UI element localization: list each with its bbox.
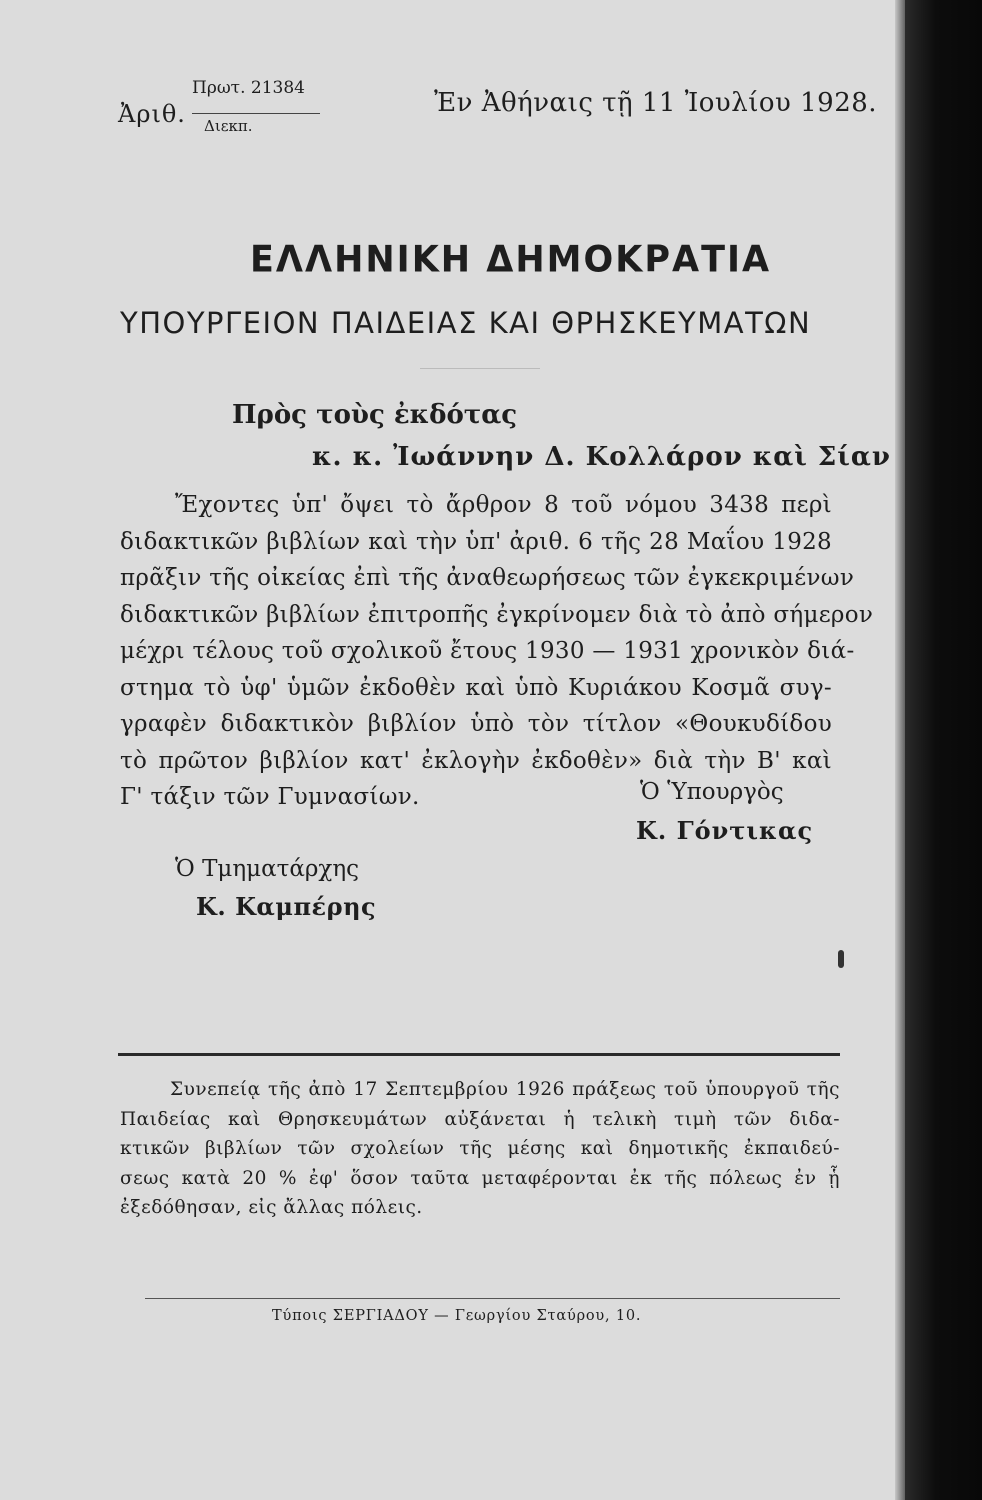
body-line: γραφὲν διδακτικὸν βιβλίον ὑπὸ τὸν τίτλον «Θουκυδίδου — [120, 711, 832, 737]
footnote-line: σεως κατὰ 20 % ἐφ' ὅσον ταῦτα μεταφέρονται ἐκ τῆς πόλεως ἐν ᾗ — [120, 1167, 840, 1189]
ministry-title: ΥΠΟΥΡΓΕΙΟΝ ΠΑΙΔΕΙΑΣ ΚΑΙ ΘΡΗΣΚΕΥΜΑΤΩΝ — [120, 306, 812, 340]
body-line: πρᾶξιν τῆς οἰκείας ἐπὶ τῆς ἀναθεωρήσεως τῶν ἐγκεκριμένων — [120, 565, 855, 591]
footnote-divider — [118, 1053, 840, 1056]
body-line: στημα τὸ ὑφ' ὑμῶν ἐκδοθὲν καὶ ὑπὸ Κυριάκου Κοσμᾶ συγ- — [120, 674, 832, 701]
body-line: Γ' τάξιν τῶν Γυμνασίων. — [120, 784, 420, 810]
ink-mark — [838, 950, 844, 968]
printer-imprint: Τύποις ΣΕΡΓΙΑΔΟΥ — Γεωργίου Σταύρου, 10. — [272, 1308, 642, 1324]
section-chief-title: Ὁ Τμηματάρχης — [175, 856, 359, 882]
body-line: τὸ πρῶτον βιβλίον κατ' ἐκλογὴν ἐκδοθὲν» διὰ τὴν Β' καὶ — [120, 747, 832, 774]
date-line: Ἐν Ἀθήναις τῇ 11 Ἰουλίου 1928. — [434, 88, 878, 118]
reference-label: Ἀριθ. — [118, 100, 186, 128]
minister-name: Κ. Γόντικας — [636, 816, 814, 845]
protocol-number: Πρωτ. 21384 — [192, 78, 305, 98]
footnote-line: κτικῶν βιβλίων τῶν σχολείων τῆς μέσης καὶ δημοτικῆς ἐκπαιδεύ- — [120, 1138, 840, 1159]
footnote-line: ἐξεδόθησαν, εἰς ἄλλας πόλεις. — [120, 1197, 423, 1218]
footnote-line: Παιδείας καὶ Θρησκευμάτων αὐξάνεται ἡ τελικὴ τιμὴ τῶν διδα- — [120, 1108, 840, 1130]
dispatch-label: Διεκπ. — [204, 117, 253, 135]
republic-title: ΕΛΛΗΝΙΚΗ ΔΗΜΟΚΡΑΤΙΑ — [250, 239, 772, 281]
printer-divider — [145, 1298, 840, 1299]
addressee-line-1: Πρὸς τοὺς ἐκδότας — [232, 400, 518, 430]
body-line: διδακτικῶν βιβλίων ἐπιτροπῆς ἐγκρίνομεν διὰ τὸ ἀπὸ σήμερον — [120, 601, 874, 628]
body-line: Ἔχοντες ὑπ' ὄψει τὸ ἄρθρον 8 τοῦ νόμου 3438 περὶ — [175, 492, 832, 518]
scan-background — [905, 0, 982, 1500]
body-line: μέχρι τέλους τοῦ σχολικοῦ ἔτους 1930 — 1931 χρονικὸν διά- — [120, 638, 855, 664]
body-line: διδακτικῶν βιβλίων καὶ τὴν ὑπ' ἀριθ. 6 τῆς 28 Μαΐου 1928 — [120, 528, 832, 555]
letter-body — [120, 487, 874, 816]
footnote — [120, 1075, 840, 1223]
addressee-line-2: κ. κ. Ἰωάννην Δ. Κολλάρον καὶ Σίαν — [312, 442, 891, 472]
reference-rule — [192, 113, 320, 114]
minister-title: Ὁ Ὑπουργὸς — [640, 779, 784, 805]
title-divider — [420, 368, 540, 369]
section-chief-name: Κ. Καμπέρης — [196, 892, 377, 921]
footnote-line: Συνεπείᾳ τῆς ἀπὸ 17 Σεπτεμβρίου 1926 πράξεως τοῦ ὑπουργοῦ τῆς — [170, 1079, 840, 1100]
